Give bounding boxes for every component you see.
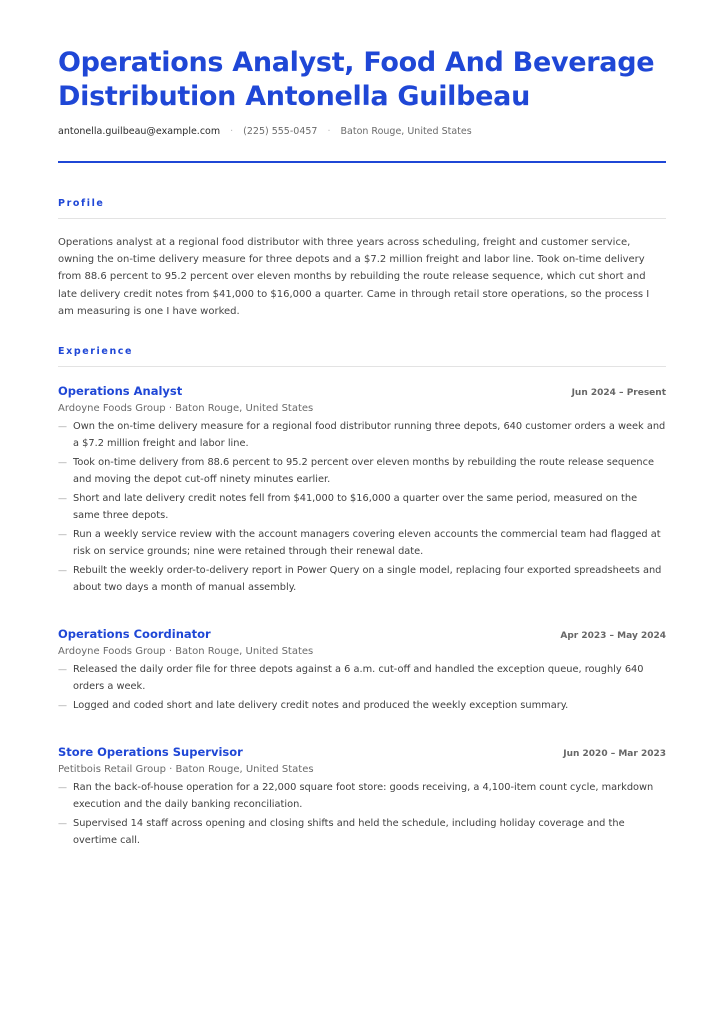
profile-summary: Operations analyst at a regional food distributor with three years across scheduling, freight and customer service, owning the on-time delivery measure for three depots and a $7.2 million freight and labor line. Took on-time delivery from 88.6 percent to 95.2 percent over eleven months by rebuilding the route release sequence, which cut short and late delivery credit notes from $41,000 to $16,000 a quarter. Came in through retail store operations, so the process I am measuring is one I have worked. bbox=[58, 237, 650, 317]
bullet-item: — Supervised 14 staff across opening and closing shifts and held the schedule, including holiday coverage and the overtime call. bbox=[58, 816, 666, 849]
bullet-item: — Released the daily order file for three depots against a 6 a.m. cut-off and handled the exception queue, roughly 640 orders a week. bbox=[58, 662, 666, 695]
profile-heading: Profile bbox=[58, 198, 105, 209]
bullet-item: — Own the on-time delivery measure for a regional food distributor running three depots, 640 customer orders a week and a $7.2 million freight and labor line. bbox=[58, 419, 666, 452]
job-company: Ardoyne Foods Group · Baton Rouge, United States bbox=[58, 646, 314, 657]
job-company: Ardoyne Foods Group · Baton Rouge, United States bbox=[58, 403, 314, 414]
bullet-item: — Short and late delivery credit notes fell from $41,000 to $16,000 a quarter over the same period, measured on the same three depots. bbox=[58, 491, 666, 524]
job-entry bbox=[58, 745, 666, 852]
job-bullets bbox=[58, 662, 666, 715]
bullet-item: — Logged and coded short and late delivery credit notes and produced the weekly exception summary. bbox=[58, 698, 666, 715]
job-entry bbox=[58, 384, 666, 599]
job-entry bbox=[58, 627, 666, 718]
experience-divider bbox=[58, 366, 666, 367]
job-dates: Jun 2020 – Mar 2023 bbox=[563, 749, 666, 759]
separator-dot: · bbox=[230, 126, 234, 137]
bullet-item: — Ran the back-of-house operation for a 22,000 square foot store: goods receiving, a 4,100-item count cycle, markdown execution and the daily banking reconciliation. bbox=[58, 780, 666, 813]
bullet-item: — Run a weekly service review with the account managers covering eleven accounts the commercial team had flagged at risk on service grounds; nine were retained through their renewal date. bbox=[58, 527, 666, 560]
bullet-item: — Took on-time delivery from 88.6 percent to 95.2 percent over eleven months by rebuilding the route release sequence and moving the depot cut-off ninety minutes earlier. bbox=[58, 455, 666, 488]
location-text: Baton Rouge, United States bbox=[340, 126, 472, 137]
profile-divider bbox=[58, 218, 666, 219]
separator-dot: · bbox=[327, 126, 331, 137]
job-dates: Jun 2024 – Present bbox=[571, 388, 666, 398]
email-link[interactable]: antonella.guilbeau@example.com bbox=[58, 126, 221, 137]
job-company: Petitbois Retail Group · Baton Rouge, United States bbox=[58, 764, 314, 775]
resume-header bbox=[58, 46, 666, 137]
phone-number: (225) 555-0457 bbox=[243, 126, 318, 137]
job-bullets bbox=[58, 419, 666, 596]
job-title: Store Operations Supervisor bbox=[58, 745, 243, 759]
header-divider bbox=[58, 161, 666, 163]
job-title: Operations Analyst bbox=[58, 384, 183, 398]
job-dates: Apr 2023 – May 2024 bbox=[560, 631, 666, 641]
contact-line bbox=[58, 126, 666, 137]
page-title: Operations Analyst, Food And Beverage Distribution Antonella Guilbeau bbox=[58, 47, 655, 112]
job-bullets bbox=[58, 780, 666, 849]
job-title: Operations Coordinator bbox=[58, 627, 211, 641]
experience-heading: Experience bbox=[58, 346, 134, 357]
bullet-item: — Rebuilt the weekly order-to-delivery report in Power Query on a single model, replacing four exported spreadsheets and about two days a month of manual assembly. bbox=[58, 563, 666, 596]
